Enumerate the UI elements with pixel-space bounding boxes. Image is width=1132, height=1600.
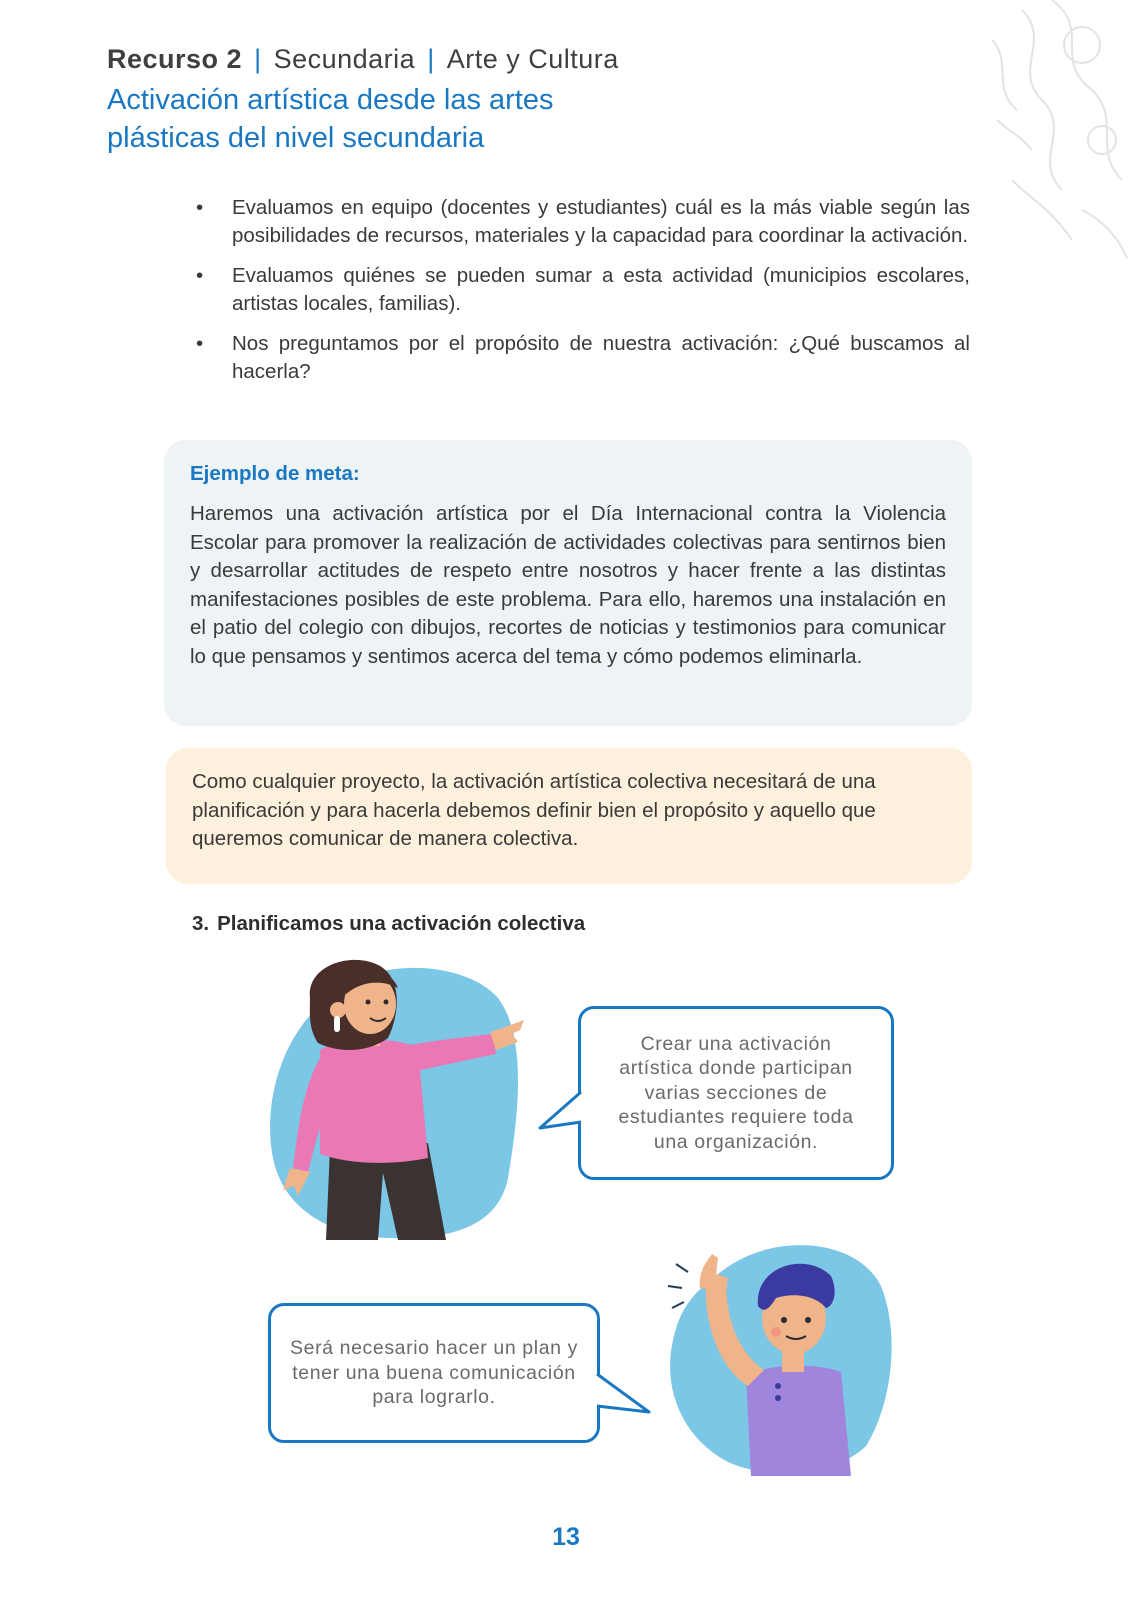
example-text: Haremos una activación artística por el Día Internacional contra la Violencia Escolar para promover la realización de actividades colectivas para sentirnos bien y desarrollar actitudes de respeto entre nosotros y hacer frente a las distintas manifestaciones posibles de este problema. Para ello, haremos una instalación en el patio del colegio con dibujos, recortes de noticias y testimonios para comunicar lo que pensamos y sentimos acerca del tema y cómo podemos eliminarla. [190, 502, 946, 668]
page-title: Activación artística desde las artes plásticas del nivel secundaria [107, 84, 554, 154]
list-item: • Evaluamos en equipo (docentes y estudiantes) cuál es la más viable según las posibilidades de recursos, materiales y la capacidad para coordinar la activación. [196, 196, 970, 247]
list-item: • Nos preguntamos por el propósito de nuestra activación: ¿Qué buscamos al hacerla? [196, 332, 970, 383]
speech-text-1: Crear una activación artística donde participan varias secciones de estudiantes requiere toda una organización. [618, 1032, 854, 1153]
section-number: 3. [192, 912, 210, 935]
speech-tail-2 [594, 1370, 654, 1420]
page-header [107, 44, 907, 157]
section-heading [192, 912, 585, 936]
woman-pointing-illustration [268, 958, 538, 1240]
speech-tail-1 [536, 1088, 584, 1138]
resource-label: Recurso 2 [107, 44, 243, 74]
page-number: 13 [552, 1523, 580, 1551]
note-box [166, 748, 972, 884]
speech-bubble-2 [268, 1303, 600, 1443]
breadcrumb-separator: | [427, 44, 435, 74]
example-goal-box [164, 440, 972, 726]
example-title: Ejemplo de meta: [190, 462, 360, 485]
man-idea-illustration [666, 1236, 896, 1476]
section-title: Planificamos una activación colectiva [217, 912, 586, 935]
speech-text-2: Será necesario hacer un plan y tener una buena comunicación para lograrlo. [290, 1337, 578, 1409]
bullet-list [194, 194, 970, 398]
area-label: Arte y Cultura [446, 44, 619, 74]
note-text: Como cualquier proyecto, la activación artística colectiva necesitará de una planificación y para hacerla debemos definir bien el propósito y aquello que queremos comunicar de manera colectiva. [192, 770, 876, 850]
breadcrumb [107, 44, 907, 75]
list-item: • Evaluamos quiénes se pueden sumar a esta actividad (municipios escolares, artistas locales, familias). [196, 264, 970, 315]
level-label: Secundaria [273, 44, 416, 74]
speech-bubble-1 [578, 1006, 894, 1180]
breadcrumb-separator: | [254, 44, 262, 74]
